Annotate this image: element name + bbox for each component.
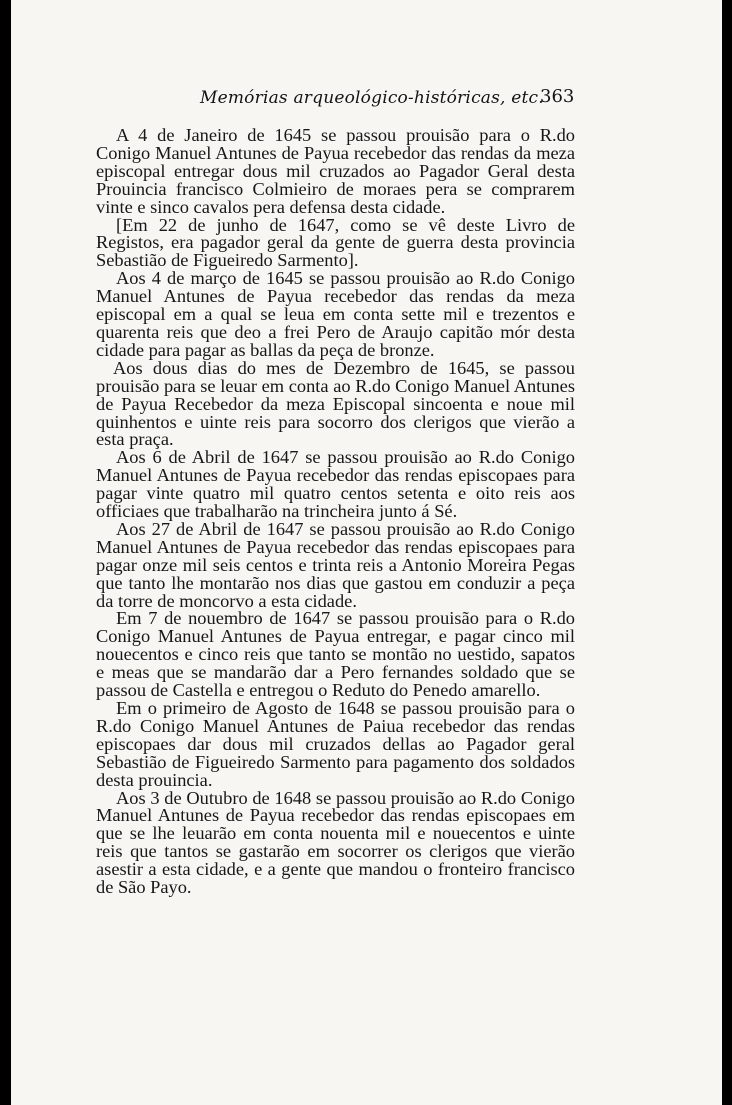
running-title: Memórias arqueológico-históricas, etc. xyxy=(200,88,544,108)
paragraph-1: A 4 de Janeiro de 1645 se passou prouisão para o R.do Conigo Manuel Antunes de Payua recebedor das rendas da meza episcopal entregar dous mil cruzados ao Pagador Geral desta Prouincia francisco Colmieiro de moraes pera se comprarem vinte e sinco cavalos pera defensa desta cidade. xyxy=(96,125,575,217)
book-page xyxy=(11,0,722,1105)
paragraph-6: Aos 27 de Abril de 1647 se passou prouisão ao R.do Conigo Manuel Antunes de Payua recebedor das rendas episcopaes para pagar onze mil seis centos e trinta reis a Antonio Moreira Pegas que tanto lhe montarão nos dias que gastou em conduzir a peça da torre de moncorvo a esta cidade. xyxy=(96,518,575,611)
paragraph-8: Em o primeiro de Agosto de 1648 se passou prouisão para o R.do Conigo Manuel Antunes de Paiua recebedor das rendas episcopaes dar dous mil cruzados dellas ao Pagador geral Sebastião de Figueiredo Sarmento para pagamento dos soldados desta prouincia. xyxy=(96,698,575,790)
page-number: 363 xyxy=(540,86,575,107)
paragraph-4: Aos dous dias do mes de Dezembro de 1645, se passou prouisão para se leuar em conta ao R.do Conigo Manuel Antunes de Payua Recebedor da meza Episcopal sincoenta e noue mil quinhentos e uinte reis para socorro dos clerigos que vierão a esta praça. xyxy=(96,357,575,450)
page-header xyxy=(11,88,722,114)
paragraph-7: Em 7 de nouembro de 1647 se passou prouisão para o R.do Conigo Manuel Antunes de Payua entregar, e pagar cinco mil nouecentos e cinco reis que tanto se montão no uestido, sapatos e meas que se mandarão dar a Pero fernandes soldado que se passou de Castella e entregou o Reduto do Penedo amarello. xyxy=(96,608,575,701)
paragraph-2: [Em 22 de junho de 1647, como se vê deste Livro de Registos, era pagador geral da gente de guerra desta provincia Sebastião de Figueiredo Sarmento]. xyxy=(96,214,575,271)
body-text xyxy=(96,127,575,897)
paragraph-5: Aos 6 de Abril de 1647 se passou prouisão ao R.do Conigo Manuel Antunes de Payua recebedor das rendas episcopaes para pagar vinte quatro mil quatro centos setenta e oito reis aos officiaes que trabalharão na trincheira junto á Sé. xyxy=(96,447,575,522)
paragraph-9: Aos 3 de Outubro de 1648 se passou prouisão ao R.do Conigo Manuel Antunes de Payua recebedor das rendas episcopaes em que se lhe leuarão em conta nouenta mil e nouecentos e uinte reis que tantos se gastarão em socorrer os clerigos que vierão asestir a esta cidade, e a gente que mandou o fronteiro francisco de São Payo. xyxy=(96,787,575,898)
paragraph-3: Aos 4 de março de 1645 se passou prouisão ao R.do Conigo Manuel Antunes de Payua recebedor das rendas da meza episcopal em a qual se leua em conta sette mil e trezentos e quarenta reis que deo a frei Pero de Araujo capitão mór desta cidade para pagar as ballas da peça de bronze. xyxy=(96,268,575,360)
